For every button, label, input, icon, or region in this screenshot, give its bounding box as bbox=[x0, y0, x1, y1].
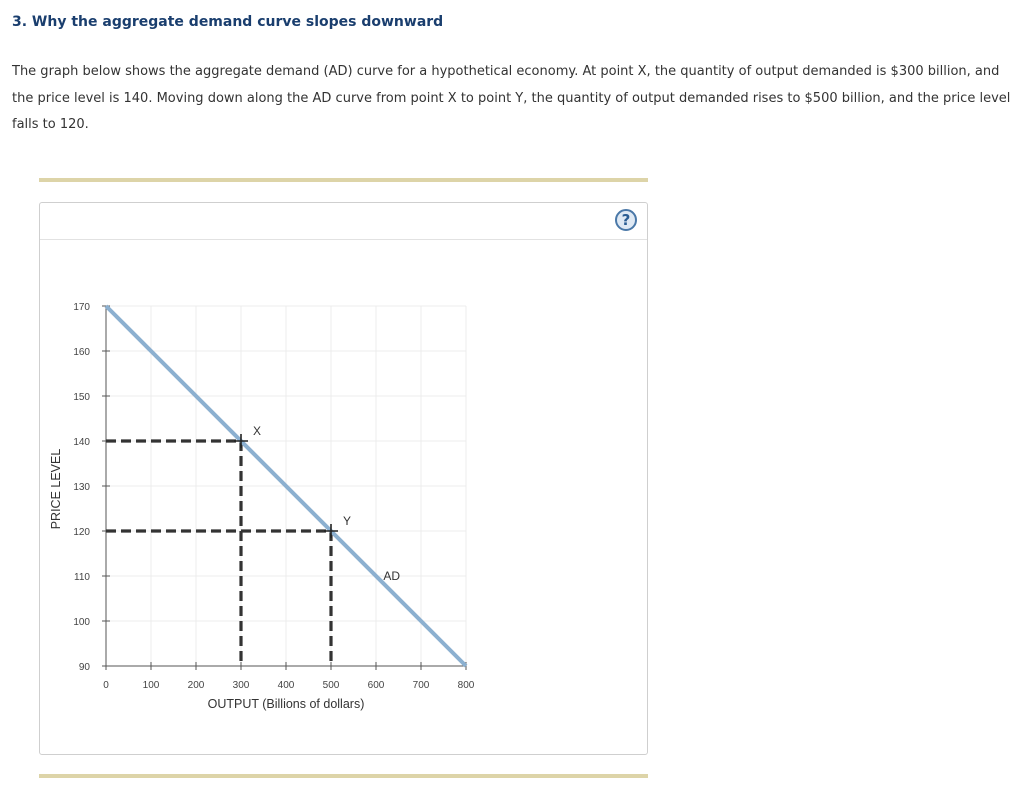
y-axis-title: PRICE LEVEL bbox=[49, 448, 63, 530]
x-tick-label: 100 bbox=[142, 680, 160, 691]
y-tick-label: 140 bbox=[73, 437, 90, 448]
y-tick-label: 170 bbox=[73, 302, 90, 313]
x-tick-label: 300 bbox=[232, 680, 250, 691]
y-tick-label: 150 bbox=[73, 392, 90, 403]
x-tick-label: 200 bbox=[187, 680, 205, 691]
help-button[interactable] bbox=[615, 209, 637, 231]
question-title: 3. Why the aggregate demand curve slopes downward bbox=[12, 14, 444, 30]
panel-header bbox=[40, 203, 647, 240]
help-icon: ? bbox=[621, 211, 631, 229]
top-divider bbox=[39, 178, 648, 182]
x-tick-label: 0 bbox=[103, 680, 109, 691]
ad-curve-label: AD bbox=[383, 569, 401, 583]
x-axis-title: OUTPUT (Billions of dollars) bbox=[207, 697, 365, 711]
x-tick-label: 500 bbox=[322, 680, 340, 691]
x-tick-label: 400 bbox=[277, 680, 295, 691]
y-tick-label: 120 bbox=[73, 527, 90, 538]
point-x-label: X bbox=[253, 424, 262, 438]
y-tick-label: 90 bbox=[78, 662, 90, 673]
y-tick-label: 160 bbox=[73, 347, 90, 358]
y-tick-label: 130 bbox=[73, 482, 90, 493]
bottom-divider bbox=[39, 774, 648, 778]
question-intro: The graph below shows the aggregate demand (AD) curve for a hypothetical economy. At point X, the quantity of output demanded is $300 billion, and the price level is 140. Moving down along the AD curve from point X to point Y, the quantity of output demanded rises to $500 billion, and the price level falls to 120. bbox=[12, 64, 1011, 132]
x-tick-label: 800 bbox=[457, 680, 475, 691]
y-tick-label: 100 bbox=[73, 617, 90, 628]
point-y-label: Y bbox=[343, 514, 352, 528]
graph-panel bbox=[39, 202, 648, 755]
x-tick-label: 700 bbox=[412, 680, 430, 691]
x-tick-label: 600 bbox=[367, 680, 385, 691]
y-tick-label: 110 bbox=[74, 572, 90, 583]
